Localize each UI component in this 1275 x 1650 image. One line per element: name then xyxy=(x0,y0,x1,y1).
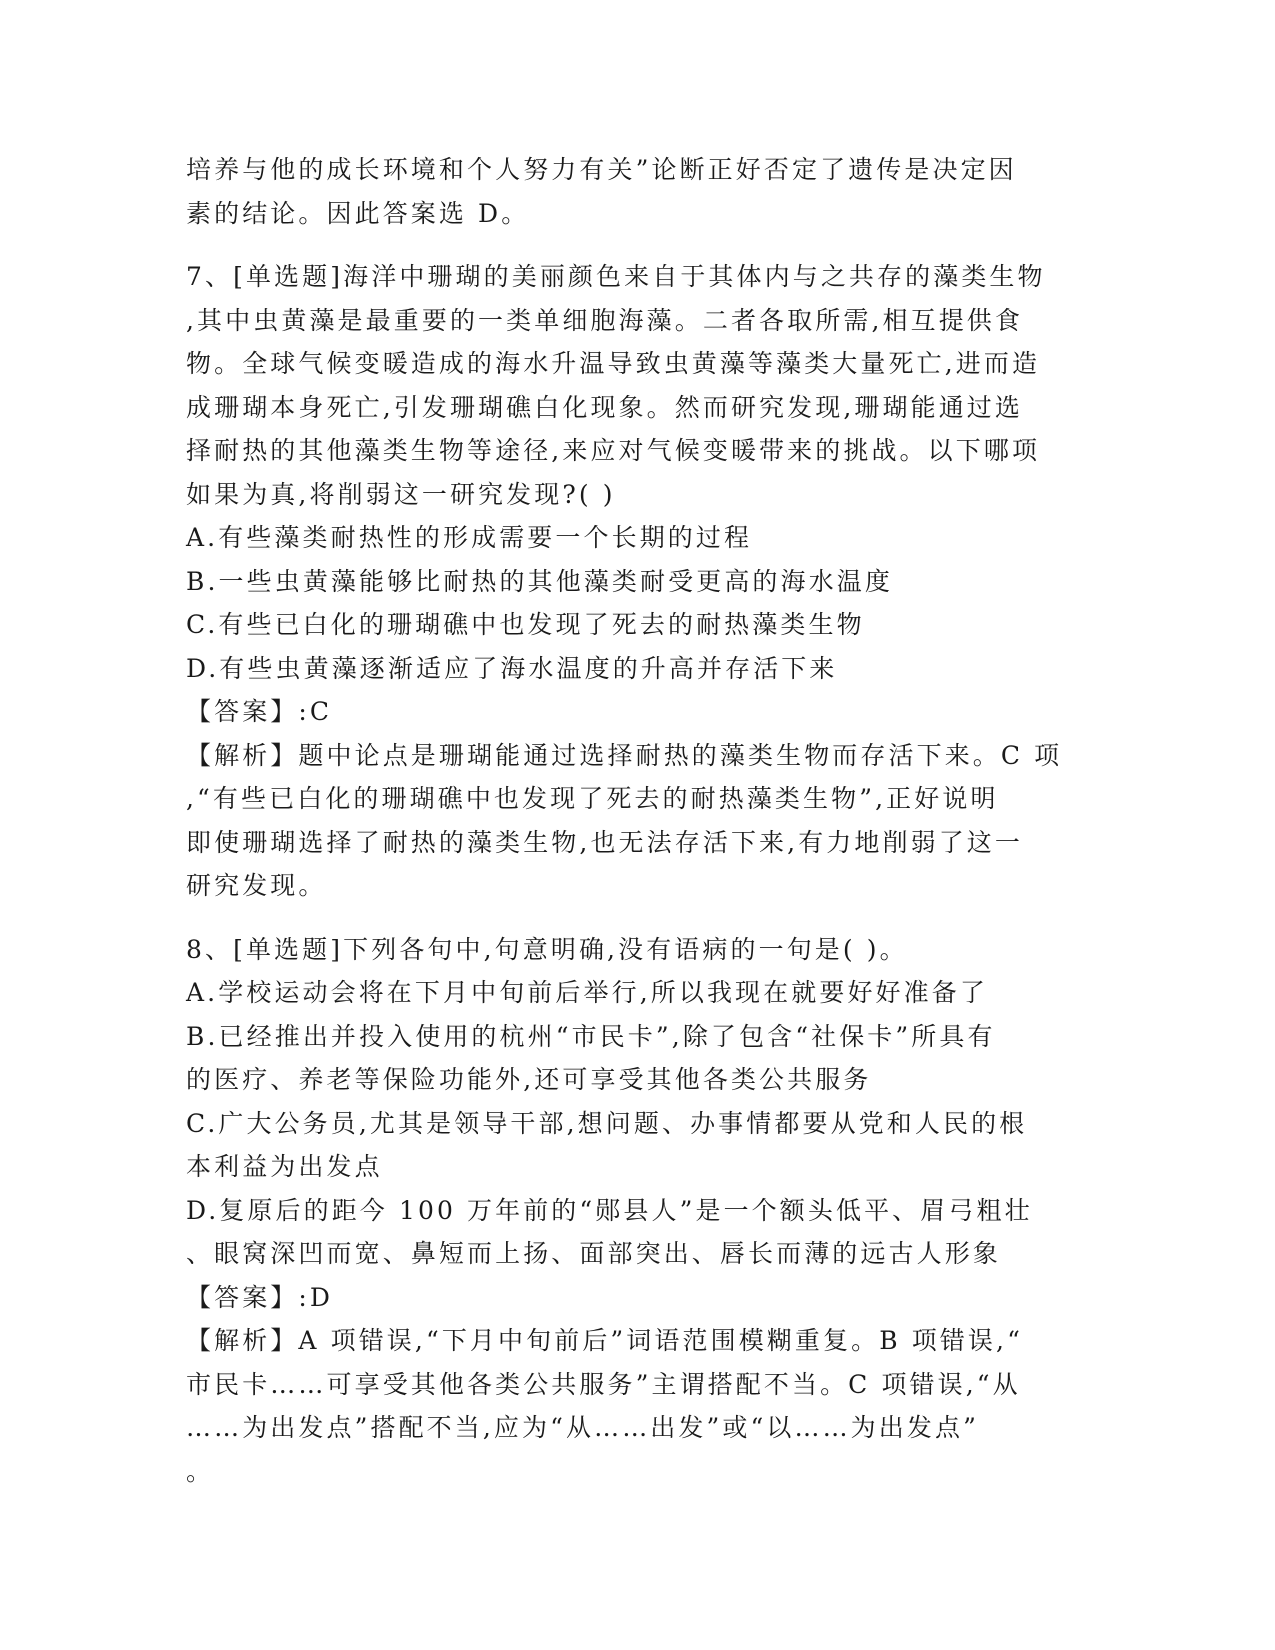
question-stem xyxy=(186,928,1086,972)
explanation xyxy=(186,734,1086,908)
explanation-line: 市民卡……可享受其他各类公共服务”主谓搭配不当。C 项错误,“从 xyxy=(186,1369,1021,1399)
stem-line: 物。全球气候变暖造成的海水升温导致虫黄藻等藻类大量死亡,进而造 xyxy=(186,349,1041,378)
explanation-line: 培养与他的成长环境和个人努力有关”论断正好否定了遗传是决定因 xyxy=(186,155,1017,184)
question-7 xyxy=(186,255,1086,908)
explanation-line: ,“有些已白化的珊瑚礁中也发现了死去的耐热藻类生物”,正好说明 xyxy=(186,784,999,813)
question-options xyxy=(186,516,1086,690)
explanation-line: ……为出发点”搭配不当,应为“从……出发”或“以……为出发点” xyxy=(186,1413,979,1442)
option-c-continued: 本利益为出发点 xyxy=(186,1152,383,1181)
question-options xyxy=(186,971,1086,1276)
option-c: C.有些已白化的珊瑚礁中也发现了死去的耐热藻类生物 xyxy=(186,610,865,639)
option-d: D.有些虫黄藻逐渐适应了海水温度的升高并存活下来 xyxy=(186,653,838,683)
document-page xyxy=(186,148,1086,1493)
stem-line: 如果为真,将削弱这一研究发现?( ) xyxy=(186,479,616,509)
explanation-line: 即使珊瑚选择了耐热的藻类生物,也无法存活下来,有力地削弱了这一 xyxy=(186,827,1023,857)
option-d: D.复原后的距今 100 万年前的“郧县人”是一个额头低平、眉弓粗壮 xyxy=(186,1195,1033,1225)
question-8 xyxy=(186,928,1086,1494)
question-stem xyxy=(186,255,1086,516)
stem-line: 择耐热的其他藻类生物等途径,来应对气候变暖带来的挑战。以下哪项 xyxy=(186,436,1041,465)
explanation-line: 素的结论。因此答案选 D。 xyxy=(186,198,530,228)
explanation-line: 【解析】题中论点是珊瑚能通过选择耐热的藻类生物而存活下来。C 项 xyxy=(186,740,1063,770)
answer: 【答案】:C xyxy=(186,697,333,726)
answer: 【答案】:D xyxy=(186,1282,334,1312)
explanation-line: 。 xyxy=(186,1456,215,1486)
previous-question-explanation xyxy=(186,148,1086,235)
option-b: B.已经推出并投入使用的杭州“市民卡”,除了包含“社保卡”所具有 xyxy=(186,1021,996,1051)
stem-line: 成珊瑚本身死亡,引发珊瑚礁白化现象。然而研究发现,珊瑚能通过选 xyxy=(186,392,1023,422)
stem-line: 7、[单选题]海洋中珊瑚的美丽颜色来自于其体内与之共存的藻类生物 xyxy=(186,262,1046,291)
explanation-line: 【解析】A 项错误,“下月中旬前后”词语范围模糊重复。B 项错误,“ xyxy=(186,1326,1023,1355)
spacer xyxy=(186,235,1086,255)
option-a: A.学校运动会将在下月中旬前后举行,所以我现在就要好好准备了 xyxy=(186,978,988,1007)
explanation xyxy=(186,1319,1086,1493)
option-b: B.一些虫黄藻能够比耐热的其他藻类耐受更高的海水温度 xyxy=(186,566,893,596)
stem-line: 8、[单选题]下列各句中,句意明确,没有语病的一句是( )。 xyxy=(186,934,908,964)
option-a: A.有些藻类耐热性的形成需要一个长期的过程 xyxy=(186,523,753,552)
option-d-continued: 、眼窝深凹而宽、鼻短而上扬、面部突出、唇长而薄的远古人形象 xyxy=(186,1239,1001,1268)
option-b-continued: 的医疗、养老等保险功能外,还可享受其他各类公共服务 xyxy=(186,1065,872,1094)
stem-line: ,其中虫黄藻是最重要的一类单细胞海藻。二者各取所需,相互提供食 xyxy=(186,305,1023,335)
option-c: C.广大公务员,尤其是领导干部,想问题、办事情都要从党和人民的根 xyxy=(186,1108,1028,1138)
spacer xyxy=(186,908,1086,928)
explanation-line: 研究发现。 xyxy=(186,871,327,900)
